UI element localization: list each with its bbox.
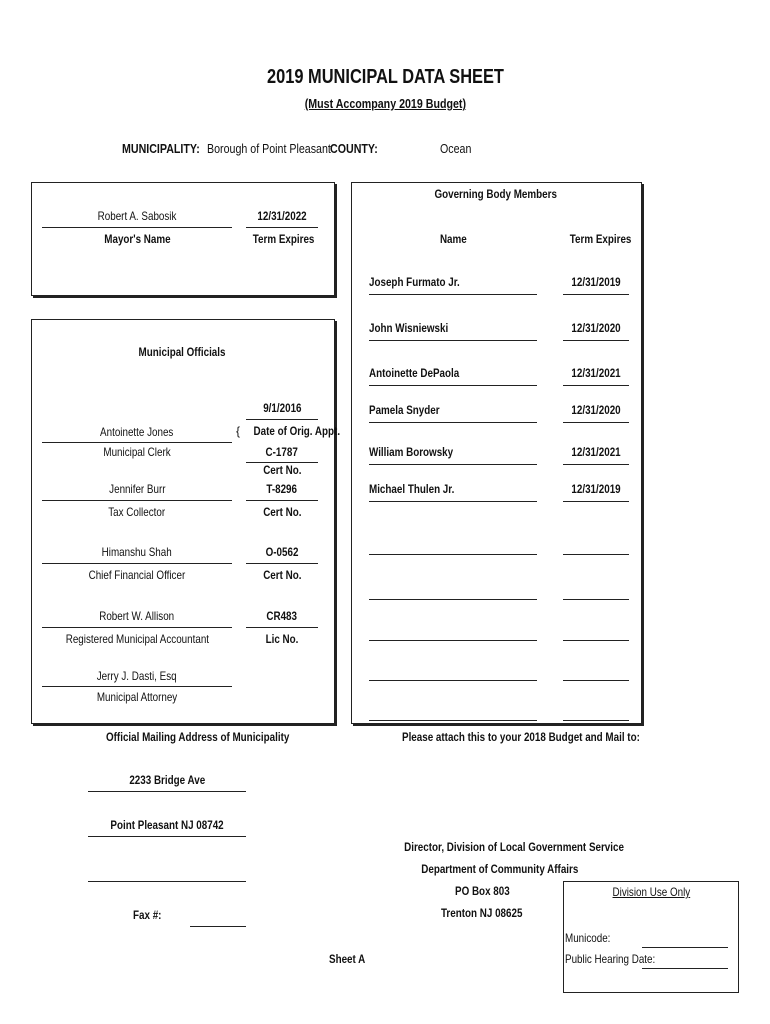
governing-body-col-term: Term Expires [569,232,632,246]
member-term-line [563,294,629,295]
member-term-line [563,554,629,555]
clerk-cert: C-1787 [265,445,299,459]
member-name-line [369,340,537,341]
member-name: John Wisniewski [369,321,449,335]
mayor-name-line [42,227,232,228]
clerk-cert-caption: Cert No. [262,463,302,477]
member-name-line [369,464,537,465]
accountant-name: Robert W. Allison [99,609,175,623]
member-term-line [563,720,629,721]
member-name-line [369,294,537,295]
county-value: Ocean [440,141,472,156]
municipality-value: Borough of Point Pleasant [207,141,331,156]
municipality-label: MUNICIPALITY: [122,141,200,156]
mailing-street-line [88,791,246,792]
member-term-line [563,422,629,423]
clerk-appt-caption: Date of Orig. Appt. [253,424,341,438]
accountant-name-line [42,627,232,628]
member-term: 12/31/2021 [571,445,621,459]
member-name: William Borowsky [369,445,454,459]
clerk-appt-line [246,419,318,420]
page-subtitle: (Must Accompany 2019 Budget) [304,96,466,111]
clerk-appt-date: 9/1/2016 [262,401,302,415]
accountant-lic-caption: Lic No. [265,632,299,646]
mailing-city: Point Pleasant NJ 08742 [110,818,224,832]
cfo-title: Chief Financial Officer [88,568,186,582]
municode-label: Municode: [565,931,611,945]
mayor-name: Robert A. Sabosik [97,209,177,223]
member-name: Joseph Furmato Jr. [369,275,460,289]
member-term-line [563,599,629,600]
member-term: 12/31/2020 [571,403,621,417]
cfo-cert-line [246,563,318,564]
hearing-date-field[interactable] [642,968,728,969]
mail-to-line3: PO Box 803 [454,884,510,898]
county-label: COUNTY: [330,141,378,156]
mailing-city-line [88,836,246,837]
member-term-line [563,385,629,386]
member-term-line [563,340,629,341]
mailing-heading: Official Mailing Address of Municipality [106,730,290,744]
municode-field[interactable] [642,947,728,948]
mailing-extra-line [88,881,246,882]
mail-to-line2: Department of Community Affairs [421,862,579,876]
member-term: 12/31/2020 [571,321,621,335]
member-name-line [369,422,537,423]
tax-collector-name: Jennifer Burr [108,482,166,496]
member-name-line [369,640,537,641]
member-term: 12/31/2021 [571,366,621,380]
clerk-name: Antoinette Jones [100,425,174,439]
member-name-line [369,385,537,386]
officials-heading: Municipal Officials [138,345,226,359]
clerk-brace: { [236,424,241,438]
sheet-label: Sheet A [329,952,366,966]
mail-to-line4: Trenton NJ 08625 [441,906,523,920]
tax-collector-name-line [42,500,232,501]
accountant-title: Registered Municipal Accountant [65,632,209,646]
governing-body-col-name: Name [439,232,467,246]
member-name-line [369,599,537,600]
accountant-lic-line [246,627,318,628]
member-name-line [369,501,537,502]
governing-body-heading: Governing Body Members [434,187,557,201]
cfo-cert: O-0562 [265,545,299,559]
mayor-name-caption: Mayor's Name [103,232,171,246]
page-title: 2019 MUNICIPAL DATA SHEET [266,66,504,88]
member-name: Michael Thulen Jr. [369,482,455,496]
clerk-title: Municipal Clerk [103,445,171,459]
mail-to-line1: Director, Division of Local Government Service [404,840,624,854]
tax-collector-cert-line [246,500,318,501]
mayor-term-line [246,227,318,228]
member-name-line [369,554,537,555]
cfo-name-line [42,563,232,564]
accountant-lic: CR483 [266,609,298,623]
member-name: Antoinette DePaola [369,366,460,380]
fax-line [190,926,246,927]
mayor-term-caption: Term Expires [252,232,315,246]
cfo-cert-caption: Cert No. [262,568,302,582]
attorney-name: Jerry J. Dasti, Esq [97,669,177,683]
member-name: Pamela Snyder [369,403,440,417]
member-name-line [369,680,537,681]
member-term-line [563,680,629,681]
member-term: 12/31/2019 [571,482,621,496]
member-term-line [563,464,629,465]
officials-box [31,319,341,724]
tax-collector-title: Tax Collector [108,505,166,519]
fax-label: Fax #: [133,908,162,922]
mailing-street: 2233 Bridge Ave [129,773,205,787]
mayor-term: 12/31/2022 [257,209,307,223]
tax-collector-cert: T-8296 [266,482,298,496]
member-name-line [369,720,537,721]
member-term-line [563,501,629,502]
mail-instruction: Please attach this to your 2018 Budget and Mail to: [402,730,640,744]
attorney-name-line [42,686,232,687]
member-term: 12/31/2019 [571,275,621,289]
clerk-name-line [42,442,232,443]
division-use-heading: Division Use Only [612,885,690,899]
cfo-name: Himanshu Shah [101,545,173,559]
hearing-date-label: Public Hearing Date: [565,952,656,966]
attorney-title: Municipal Attorney [96,690,178,704]
tax-collector-cert-caption: Cert No. [262,505,302,519]
member-term-line [563,640,629,641]
